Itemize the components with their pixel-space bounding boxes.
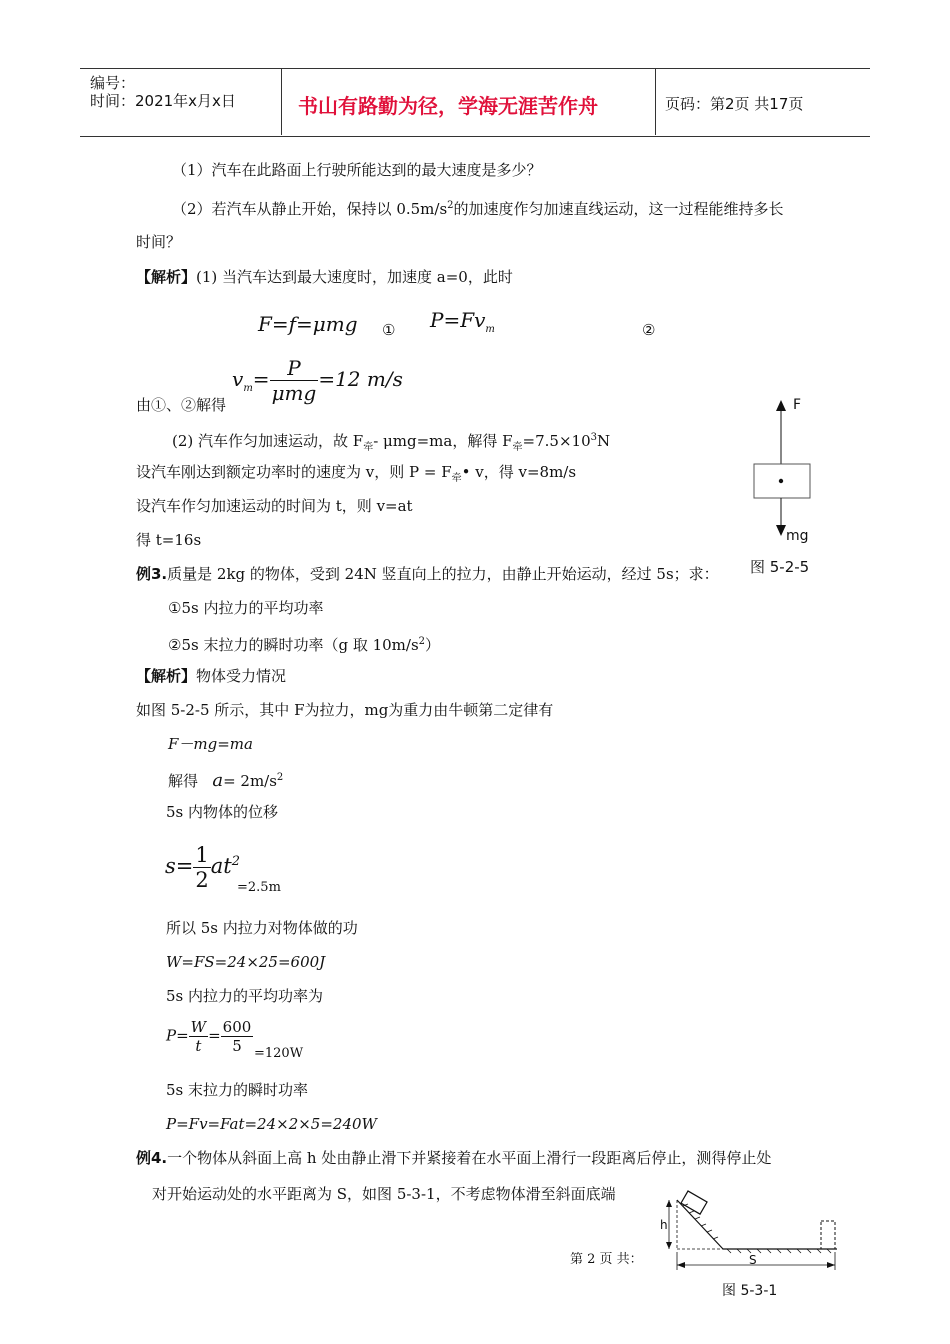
example-3-q2: ②5s 末拉力的瞬时功率（g 取 $10m/s^2$） xyxy=(168,636,441,654)
distance-label: S xyxy=(749,1253,757,1267)
example-3: 例3.质量是 2kg 的物体，受到 24N 竖直向上的拉力，由静止开始运动，经过 5s；求： xyxy=(136,565,719,583)
header-divider xyxy=(655,68,656,135)
example-4-cont: 对开始运动处的水平距离为 S，如图 5-3-1，不考虑物体滑至斜面底端 xyxy=(152,1185,616,1203)
analysis-1: 【解析】(1) 当汽车达到最大速度时，加速度 a=0，此时 xyxy=(136,268,513,286)
force-label-f: F xyxy=(793,397,802,413)
vmax-equation: $v_m=$ $\frac{P}{\text{μmg}}$ =12 m/s xyxy=(232,356,403,405)
figure-caption-525: 图 5-2-5 xyxy=(750,558,810,576)
figure-caption-531: 图 5-3-1 xyxy=(722,1283,778,1299)
inst-power-equation: P=Fv=Fat=24×2×5=240W xyxy=(166,1115,377,1133)
question-2: （2）若汽车从静止开始，保持以 $0.5m/s^2$的加速度作匀加速直线运动，这一过程能维持多长 xyxy=(172,200,784,218)
equation-2: $P=Fv_m$ xyxy=(430,308,495,335)
question-1: （1）汽车在此路面上行驶所能达到的最大速度是多少？ xyxy=(172,161,542,179)
work-equation: W=FS=24×25=600J xyxy=(166,953,326,971)
date-label: 时间：2021年x月x日 xyxy=(90,92,236,110)
arrow-down-icon xyxy=(776,525,786,536)
analysis-4: 设汽车作匀加速运动的时间为 t，则 v=at xyxy=(136,497,413,515)
analysis-3: 设汽车刚达到额定功率时的速度为 v，则 $P = F_牵•$ v，得 v=8m/s xyxy=(136,463,577,484)
inst-power-label: 5s 末拉力的瞬时功率 xyxy=(166,1081,309,1099)
force-label-mg: mg xyxy=(786,528,809,544)
height-label: h xyxy=(660,1218,668,1232)
avg-power-equation: P= $\frac{W}{t}$ = $\frac{600}{5}$ xyxy=(166,1018,252,1055)
code-label: 编号： xyxy=(90,74,136,92)
acceleration-result: 解得 $a= 2m/s^2$ xyxy=(168,770,284,791)
arrow-up-icon xyxy=(776,400,786,411)
displacement-value: =2.5m xyxy=(237,880,281,895)
page-footer: 第 2 页 共： xyxy=(570,1252,643,1267)
equation-1: F=f=μmg xyxy=(258,312,358,336)
analysis-2: (2) 汽车作匀加速运动，故 $F_牵-$ μmg=ma，解得 $F_牵=7.5\times 10^3N$ xyxy=(172,432,611,453)
equation-2-number: ② xyxy=(642,321,656,339)
displacement-label: 5s 内物体的位移 xyxy=(166,803,279,821)
analysis-5: 得 t=16s xyxy=(136,531,202,549)
question-2-cont: 时间？ xyxy=(136,233,182,251)
avg-power-value: =120W xyxy=(254,1046,304,1061)
force-diagram xyxy=(740,392,830,552)
solve-intro: 由①、②解得 xyxy=(136,396,227,414)
example-3-q1: ①5s 内拉力的平均功率 xyxy=(168,599,324,617)
example-4: 例4.一个物体从斜面上高 h 处由静止滑下并紧接着在水平面上滑行一段距离后停止，测得停止处 xyxy=(136,1149,772,1167)
header-divider xyxy=(281,68,282,135)
equation-1-number: ① xyxy=(382,321,396,339)
newton-law: F－mg=ma xyxy=(168,735,253,753)
header-motto: 书山有路勤为径，学海无涯苦作舟 xyxy=(298,94,598,118)
work-label: 所以 5s 内拉力对物体做的功 xyxy=(166,919,358,937)
figure-reference: 如图 5-2-5 所示，其中 F为拉力，mg为重力由牛顿第二定律有 xyxy=(136,701,554,719)
final-position-block xyxy=(821,1221,835,1249)
analysis-ex3: 【解析】物体受力情况 xyxy=(136,667,287,685)
avg-power-label: 5s 内拉力的平均功率为 xyxy=(166,987,324,1005)
sliding-block xyxy=(681,1191,707,1214)
page-label: 页码：第2页 共17页 xyxy=(665,95,804,113)
displacement-equation: s= $\frac{1}{2}$ $at^2$ xyxy=(165,843,240,892)
